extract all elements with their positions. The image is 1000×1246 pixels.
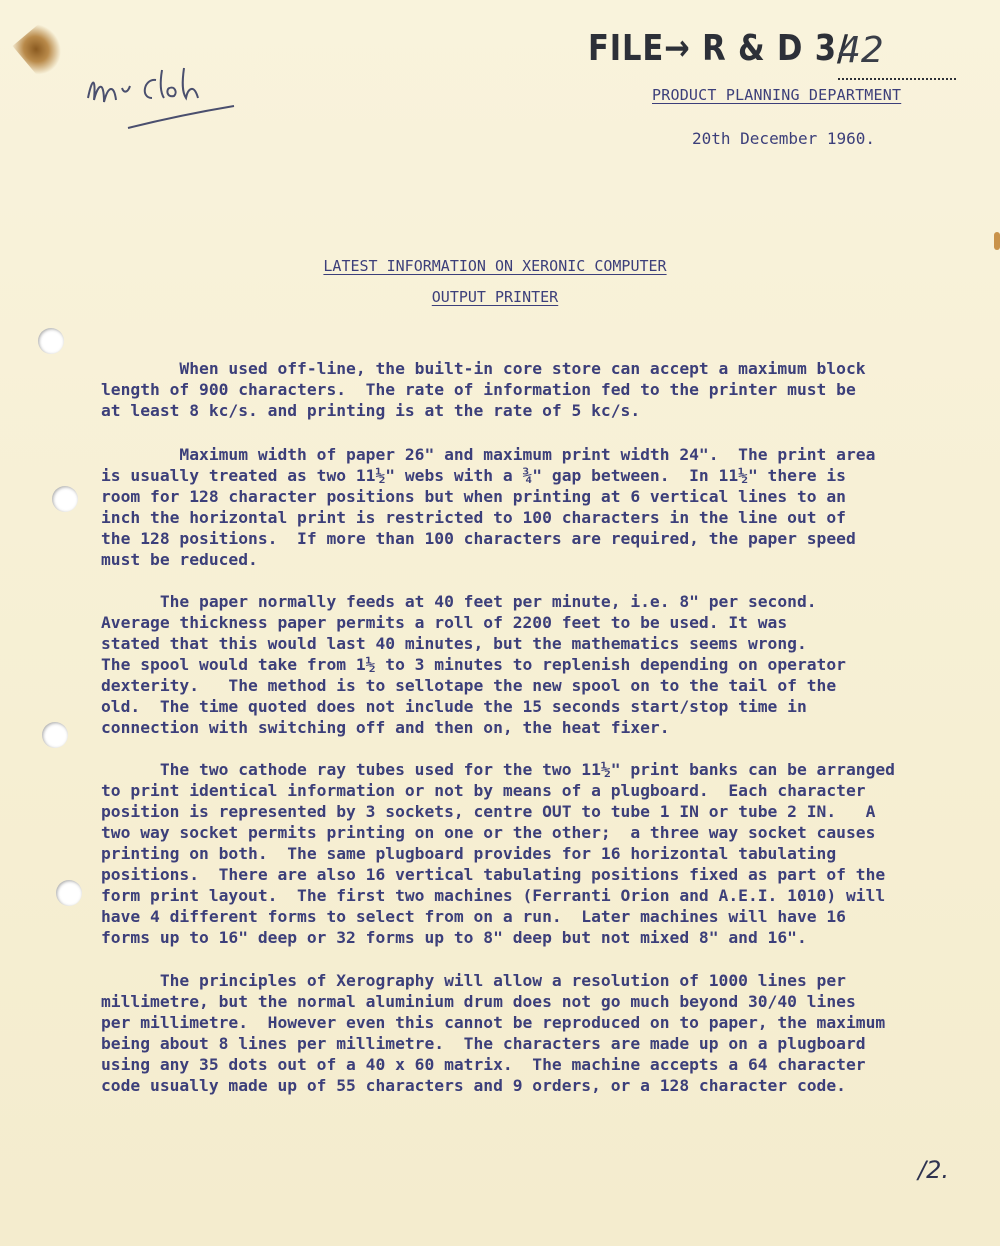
punch-hole	[42, 722, 68, 748]
file-stamp: FILE→ R & D 3/	[588, 28, 849, 69]
document-title: LATEST INFORMATION ON XERONIC COMPUTER	[323, 257, 667, 275]
handwritten-signature	[78, 58, 248, 138]
paragraph: Maximum width of paper 26" and maximum print width 24". The print area is usually treated as two 11½" webs with a ¾" gap between. In 11½" there is room for 128 character positions but when printing at 6 vertical lines to an inch the horizontal print is restricted to 100 characters in the line out of the 128 positions. If more than 100 characters are required, the paper speed must be reduced.	[101, 445, 876, 569]
punch-hole	[52, 486, 78, 512]
punch-hole	[56, 880, 82, 906]
paragraph: When used off-line, the built-in core store can accept a maximum block length of 900 characters. The rate of information fed to the printer must be at least 8 kc/s. and printing is at the rate of 5 kc/s.	[101, 359, 866, 420]
paragraph: The two cathode ray tubes used for the two 11½" print banks can be arranged to print identical information or not by means of a plugboard. Each character position is represented by 3 sockets, centre OUT to tube 1 IN or tube 2 IN. A two way socket permits printing on one or the other; a three way socket causes printing on both. The same plugboard provides for 16 horizontal tabulating positions. There are also 16 vertical tabulating positions fixed as part of the form print layout. The first two machines (Ferranti Orion and A.E.I. 1010) will have 4 different forms to select from on a run. Later machines will have 16 forms up to 16" deep or 32 forms up to 8" deep but not mixed 8" and 16".	[101, 760, 895, 947]
file-number-underline	[838, 78, 956, 83]
paragraph: The principles of Xerography will allow a resolution of 1000 lines per millimetre, but the normal aluminium drum does not go much beyond 30/40 lines per millimetre. However even this cannot be reproduced on to paper, the maximum being about 8 lines per millimetre. The characters are made up on a plugboard using any 35 dots out of a 40 x 60 matrix. The machine accepts a 64 character code usually made up of 55 characters and 9 orders, or a 128 character code.	[101, 971, 886, 1095]
page-number: /2.	[918, 1156, 949, 1184]
rust-stain	[13, 20, 72, 79]
paragraph: The paper normally feeds at 40 feet per minute, i.e. 8" per second. Average thickness paper permits a roll of 2200 feet to be used. It was stated that this would last 40 minutes, but the mathematics seems wrong. The spool would take from 1½ to 3 minutes to replenish depending on operator dexterity. The method is to sellotape the new spool on to the tail of the old. The time quoted does not include the 15 seconds start/stop time in connection with switching off and then on, the heat fixer.	[101, 592, 846, 737]
department-heading: PRODUCT PLANNING DEPARTMENT	[652, 86, 902, 104]
edge-stain	[994, 232, 1000, 250]
file-number: 42	[838, 30, 884, 71]
punch-hole	[38, 328, 64, 354]
document-subtitle: OUTPUT PRINTER	[431, 288, 559, 306]
document-date: 20th December 1960.	[692, 129, 876, 148]
